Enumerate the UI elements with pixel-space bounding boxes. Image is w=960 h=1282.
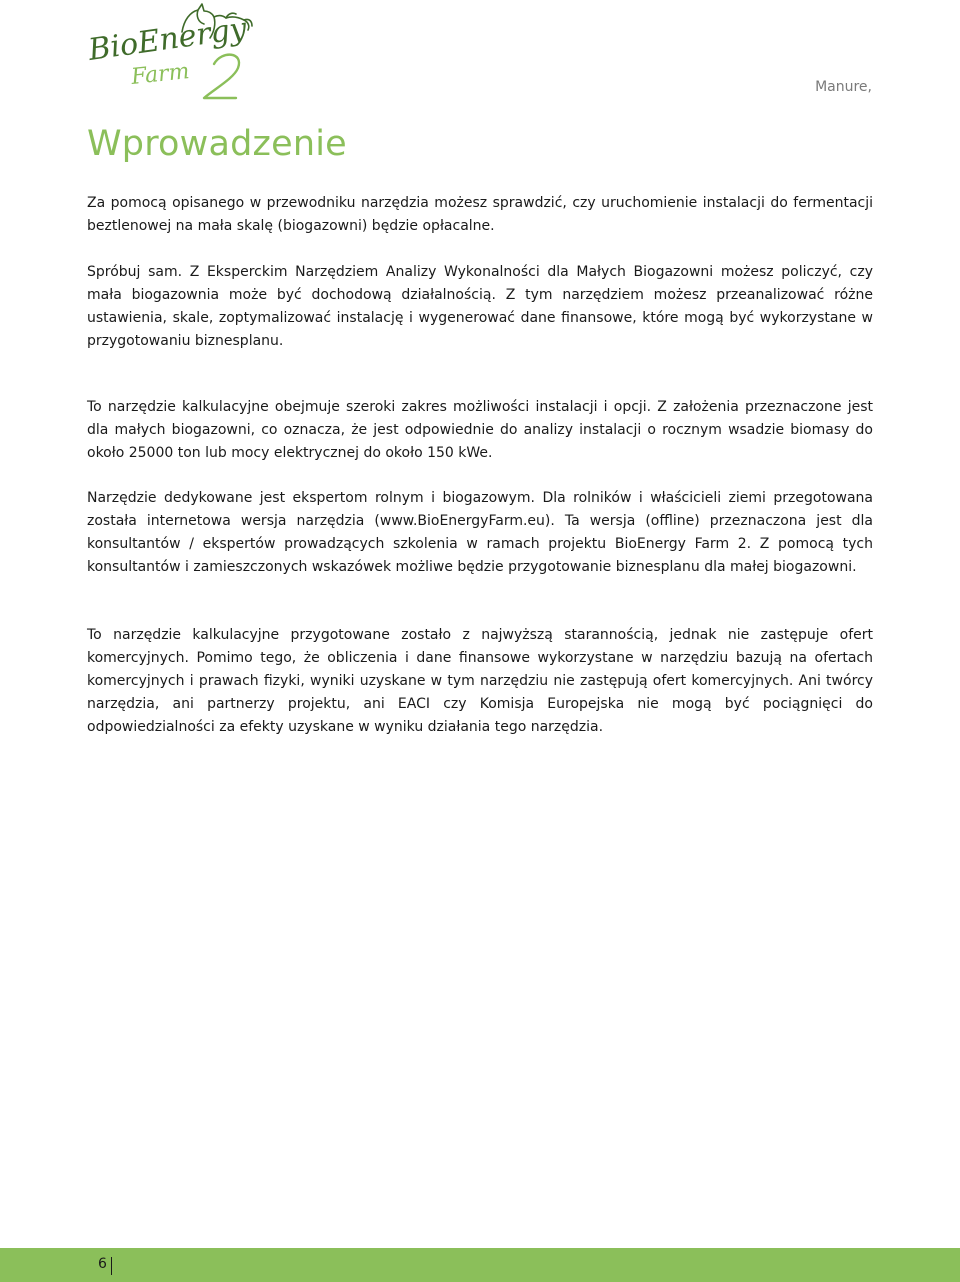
logo-farm-text: Farm <box>130 59 191 90</box>
logo-bio-text: BioEnergy <box>86 11 249 68</box>
paragraph-audience: Narzędzie dedykowane jest ekspertom rolnym i biogazowym. Dla rolników i właścicieli ziemi przegotowana została internetowa wersja narzędzia (www.BioEnergyFarm.eu). Ta wersja (offline) przeznaczona jest dla konsultantów / ekspertów prowadzących szkolenia w ramach projektu BioEnergy Farm 2. Z pomocą tych konsultantów i zamieszczonych wskazówek możliwe będzie przygotowanie biznesplanu dla małej biogazowni. <box>87 490 873 575</box>
footer-bar <box>0 1248 960 1282</box>
body-content <box>87 192 873 739</box>
page-number: 6 <box>98 1256 107 1272</box>
page-number-divider <box>111 1257 112 1275</box>
section-label: Manure, <box>815 79 872 95</box>
paragraph-disclaimer: To narzędzie kalkulacyjne przygotowane zostało z najwyższą starannością, jednak nie zastępuje ofert komercyjnych. Pomimo tego, że obliczenia i dane finansowe wykorzystane w narzędziu bazują na ofertach komercyjnych i prawach fizyki, wyniki uzyskane w tym narzędziu nie zastępują ofert komercyjnych. Ani twórcy narzędzia, ani partnerzy projektu, ani EACI czy Komisja Europejska nie mogą być pociągnięci do odpowiedzialności za efekty uzyskane w wyniku działania tego narzędzia. <box>87 627 873 735</box>
paragraph-intro: Za pomocą opisanego w przewodniku narzędzia możesz sprawdzić, czy uruchomienie instalacji do fermentacji beztlenowej na mała skalę (biogazowni) będzie opłacalne. <box>87 195 873 234</box>
logo-two-icon <box>204 55 239 98</box>
page-title: Wprowadzenie <box>87 124 347 164</box>
paragraph-try-tool: Spróbuj sam. Z Eksperckim Narzędziem Analizy Wykonalności dla Małych Biogazowni możesz policzyć, czy mała biogazownia może być dochodową działalnością. Z tym narzędziem możesz przeanalizować różne ustawienia, skale, zoptymalizować instalację i wygenerować dane finansowe, które mogą być wykorzystane w przygotowaniu biznesplanu. <box>87 264 873 349</box>
paragraph-scope: To narzędzie kalkulacyjne obejmuje szeroki zakres możliwości instalacji i opcji. Z założenia przeznaczone jest dla małych biogazowni, co oznacza, że jest odpowiednie do analizy instalacji o rocznym wsadzie biomasy do około 25000 ton lub mocy elektrycznej do około 150 kWe. <box>87 399 873 461</box>
bioenergy-farm-logo <box>86 2 254 102</box>
